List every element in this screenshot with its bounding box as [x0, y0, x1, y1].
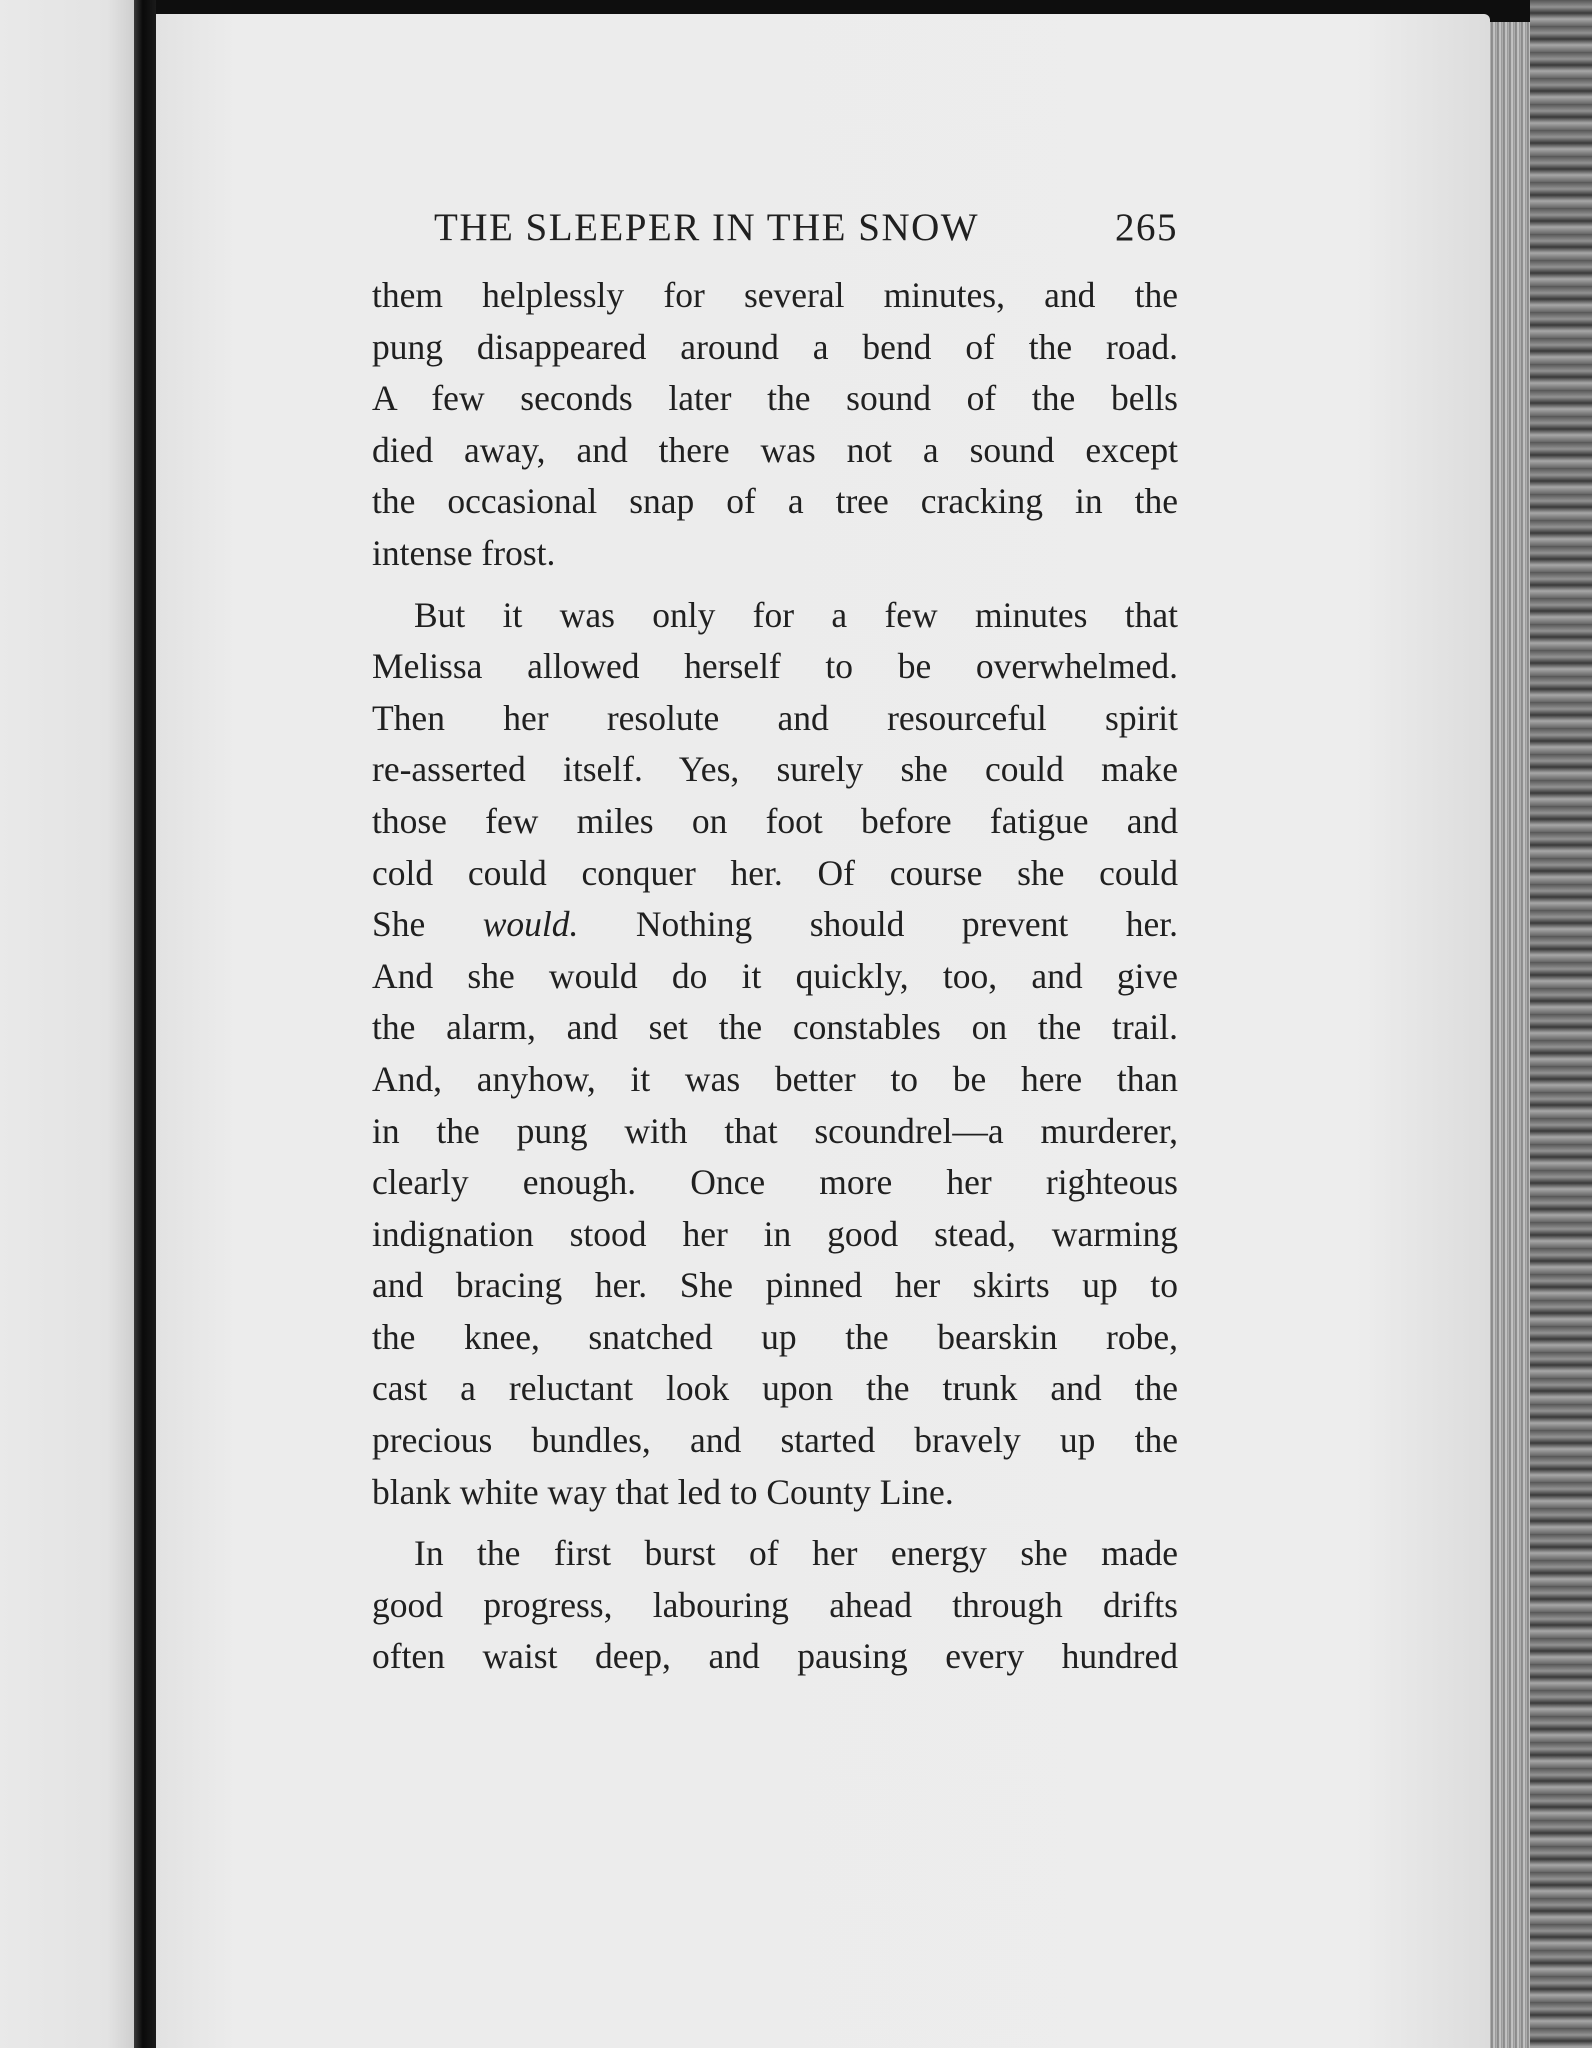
book-gutter — [134, 0, 156, 2048]
text-line: precious bundles, and started bravely up the — [372, 1420, 1178, 1461]
paragraph-1 — [372, 270, 1178, 580]
text-line: the occasional snap of a tree cracking in the — [372, 481, 1178, 522]
text-line: died away, and there was not a sound except — [372, 429, 1178, 470]
text-line: And she would do it quickly, too, and give — [372, 955, 1178, 996]
text-line: good progress, labouring ahead through drifts — [372, 1584, 1178, 1625]
text-line: indignation stood her in good stead, warming — [372, 1213, 1178, 1254]
running-head — [372, 198, 1178, 258]
page-edges — [1490, 22, 1530, 2048]
text-line: intense frost. — [372, 532, 556, 573]
text-line: pung disappeared around a bend of the road. — [372, 326, 1178, 367]
text-line: And, anyhow, it was better to be here than — [372, 1058, 1178, 1099]
text-line: the alarm, and set the constables on the trail. — [372, 1007, 1178, 1048]
text-fragment: Nothing should prevent her. — [578, 904, 1178, 945]
text-line: cold could conquer her. Of course she could — [372, 852, 1178, 893]
text-line: A few seconds later the sound of the bells — [372, 378, 1178, 419]
text-line: them helplessly for several minutes, and the — [372, 275, 1178, 315]
text-line: Melissa allowed herself to be overwhelmed. — [372, 646, 1178, 687]
text-line: in the pung with that scoundrel—a murderer, — [372, 1110, 1178, 1151]
text-line: often waist deep, and pausing every hundred — [372, 1636, 1178, 1677]
text-line: clearly enough. Once more her righteous — [372, 1162, 1178, 1203]
text-line: blank white way that led to County Line. — [372, 1471, 954, 1512]
facing-page-edge — [0, 0, 134, 2048]
italic-emphasis: would. — [482, 904, 579, 945]
text-line: But it was only for a few minutes that — [414, 594, 1178, 635]
text-line: Then her resolute and resourceful spirit — [372, 697, 1178, 738]
paragraph-2 — [372, 590, 1178, 1519]
text-fragment: She — [372, 904, 483, 945]
page-number: 265 — [1115, 206, 1178, 249]
text-line: In the first burst of her energy she made — [414, 1533, 1178, 1574]
text-line: and bracing her. She pinned her skirts up to — [372, 1265, 1178, 1306]
text-line: re-asserted itself. Yes, surely she could make — [372, 749, 1178, 790]
page-text — [372, 198, 1178, 1693]
text-line-italic — [372, 899, 1178, 951]
text-line: cast a reluctant look upon the trunk and the — [372, 1368, 1178, 1409]
paragraph-3 — [372, 1528, 1178, 1683]
text-line: the knee, snatched up the bearskin robe, — [372, 1316, 1178, 1357]
text-line: those few miles on foot before fatigue and — [372, 800, 1178, 841]
cover-edge — [1530, 0, 1592, 2048]
running-head-title: THE SLEEPER IN THE SNOW — [434, 206, 980, 249]
